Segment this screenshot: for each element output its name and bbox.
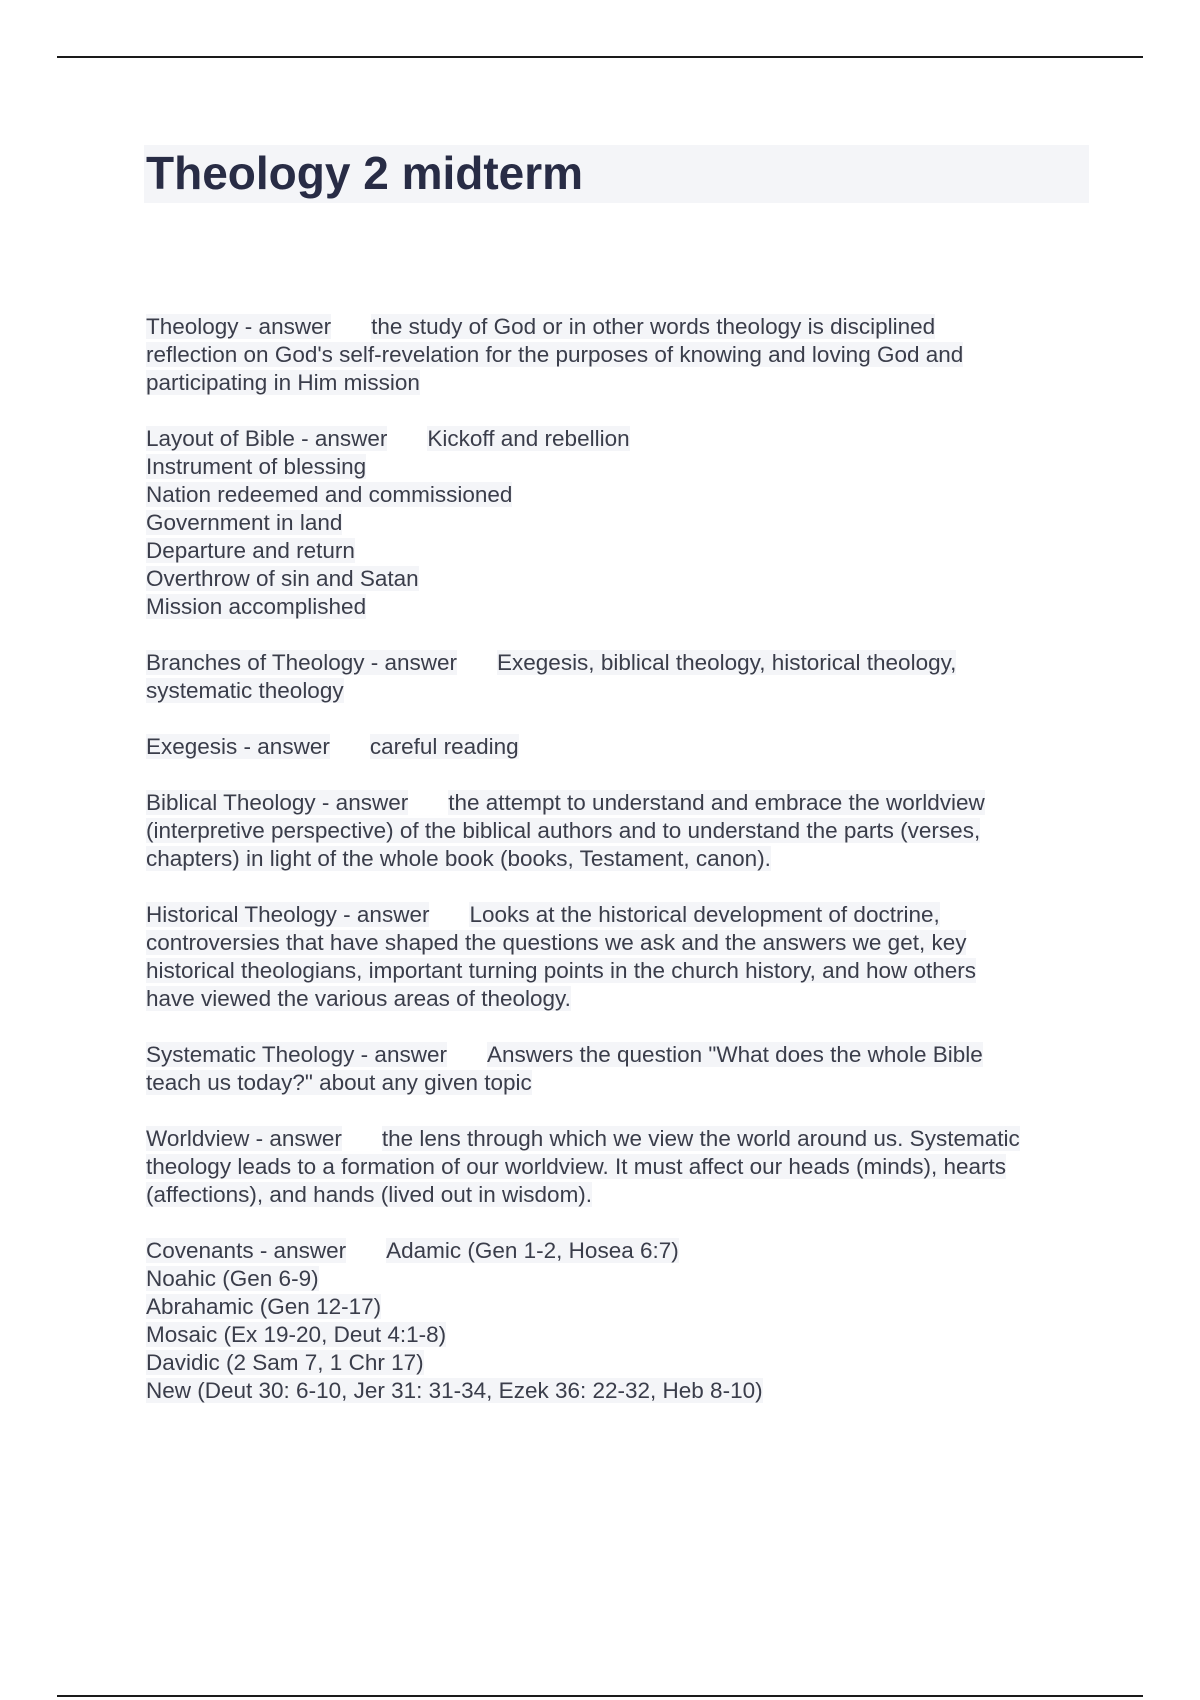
entry-term: Worldview - answer (146, 1126, 342, 1151)
entry-answer-text: Mission accomplished (146, 594, 367, 619)
entry-answer-text: have viewed the various areas of theology. (146, 986, 571, 1011)
flashcard-entry (146, 789, 1086, 873)
entry-answer-text: Looks at the historical development of doctrine, (469, 902, 940, 927)
entry-answer-text: Mosaic (Ex 19-20, Deut 4:1-8) (146, 1322, 447, 1347)
entry-answer-line (146, 1377, 1086, 1405)
entry-first-line (146, 789, 1086, 817)
entry-term: Covenants - answer (146, 1238, 347, 1263)
entry-term: Systematic Theology - answer (146, 1042, 447, 1067)
entry-answer-text: teach us today?" about any given topic (146, 1070, 532, 1095)
entry-answer-line (146, 481, 1086, 509)
entry-answer-line (146, 509, 1086, 537)
entry-answer-line (146, 453, 1086, 481)
flashcard-entry (146, 1237, 1086, 1405)
flashcard-entry (146, 733, 1086, 761)
entry-first-line (146, 1041, 1086, 1069)
entry-answer-text: careful reading (369, 734, 519, 759)
entry-first-line (146, 313, 1086, 341)
entry-answer-text: systematic theology (146, 678, 344, 703)
entry-answer-text: Abrahamic (Gen 12-17) (146, 1294, 382, 1319)
entry-answer-text: historical theologians, important turning points in the church history, and how others (146, 958, 977, 983)
entry-term: Exegesis - answer (146, 734, 330, 759)
entry-answer-text: theology leads to a formation of our worldview. It must affect our heads (minds), hearts (146, 1154, 1007, 1179)
entry-answer-text: participating in Him mission (146, 370, 420, 395)
entry-answer-text: New (Deut 30: 6-10, Jer 31: 31-34, Ezek 36: 22-32, Heb 8-10) (146, 1378, 763, 1403)
entry-term: Theology - answer (146, 314, 332, 339)
entry-first-line (146, 1125, 1086, 1153)
top-rule (57, 56, 1143, 58)
entry-term: Layout of Bible - answer (146, 426, 388, 451)
entry-answer-line (146, 593, 1086, 621)
entry-answer-text: the lens through which we view the world around us. Systematic (381, 1126, 1020, 1151)
entry-answer-text: (affections), and hands (lived out in wisdom). (146, 1182, 593, 1207)
entry-answer-line (146, 1293, 1086, 1321)
entry-answer-line (146, 677, 1086, 705)
entry-answer-text: Kickoff and rebellion (427, 426, 630, 451)
entry-answer-text: Instrument of blessing (146, 454, 367, 479)
entry-first-line (146, 1237, 1086, 1265)
entry-answer-line (146, 565, 1086, 593)
entry-answer-line (146, 369, 1086, 397)
entry-answer-line (146, 929, 1086, 957)
flashcard-entry (146, 649, 1086, 705)
entry-answer-line (146, 1069, 1086, 1097)
entry-answer-text: the study of God or in other words theology is disciplined (371, 314, 936, 339)
entry-answer-text: Departure and return (146, 538, 355, 563)
flashcard-entry (146, 313, 1086, 397)
entry-answer-text: Nation redeemed and commissioned (146, 482, 513, 507)
entry-answer-text: Noahic (Gen 6-9) (146, 1266, 319, 1291)
entry-answer-line (146, 845, 1086, 873)
entry-answer-line (146, 817, 1086, 845)
entry-answer-text: controversies that have shaped the questions we ask and the answers we get, key (146, 930, 967, 955)
entry-answer-line (146, 1349, 1086, 1377)
entry-term: Historical Theology - answer (146, 902, 430, 927)
entry-term: Branches of Theology - answer (146, 650, 458, 675)
entry-answer-line (146, 957, 1086, 985)
entry-answer-line (146, 1265, 1086, 1293)
entry-answer-line (146, 1153, 1086, 1181)
entry-answer-text: Overthrow of sin and Satan (146, 566, 419, 591)
bottom-rule (57, 1695, 1143, 1697)
flashcard-list (146, 313, 1086, 1433)
flashcard-entry (146, 1041, 1086, 1097)
entry-answer-text: Exegesis, biblical theology, historical theology, (497, 650, 957, 675)
entry-answer-line (146, 985, 1086, 1013)
entry-first-line (146, 425, 1086, 453)
entry-answer-text: reflection on God's self-revelation for the purposes of knowing and loving God and (146, 342, 964, 367)
entry-term: Biblical Theology - answer (146, 790, 409, 815)
page-title: Theology 2 midterm (146, 147, 584, 199)
entry-answer-line (146, 341, 1086, 369)
entry-answer-text: chapters) in light of the whole book (books, Testament, canon). (146, 846, 771, 871)
entry-answer-text: Answers the question "What does the whole Bible (486, 1042, 983, 1067)
entry-answer-text: (interpretive perspective) of the biblical authors and to understand the parts (verses, (146, 818, 981, 843)
flashcard-entry (146, 1125, 1086, 1209)
entry-answer-line (146, 537, 1086, 565)
entry-answer-line (146, 1181, 1086, 1209)
entry-answer-text: the attempt to understand and embrace the worldview (448, 790, 985, 815)
entry-first-line (146, 901, 1086, 929)
entry-first-line (146, 733, 1086, 761)
entry-answer-line (146, 1321, 1086, 1349)
entry-first-line (146, 649, 1086, 677)
entry-answer-text: Adamic (Gen 1-2, Hosea 6:7) (386, 1238, 679, 1263)
flashcard-entry (146, 901, 1086, 1013)
flashcard-entry (146, 425, 1086, 621)
entry-answer-text: Davidic (2 Sam 7, 1 Chr 17) (146, 1350, 424, 1375)
entry-answer-text: Government in land (146, 510, 343, 535)
